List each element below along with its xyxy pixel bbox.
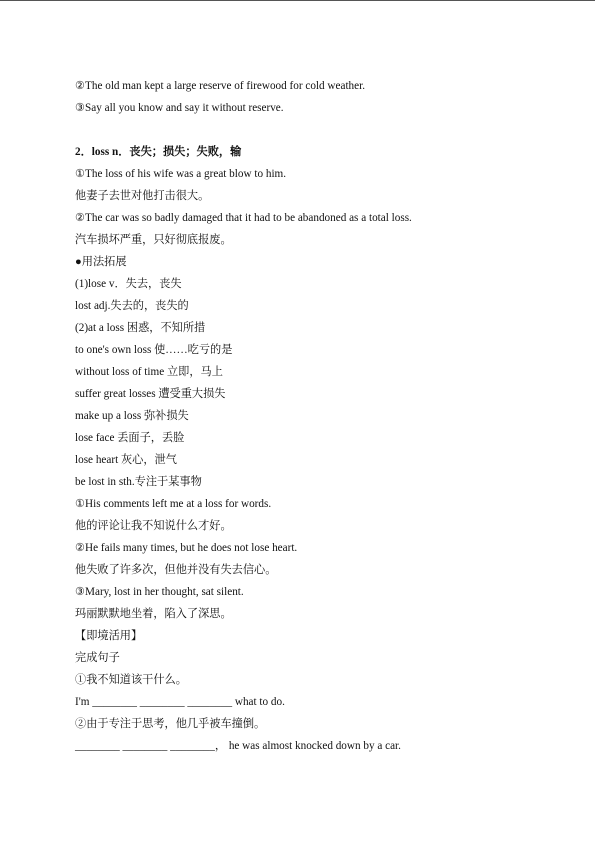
fill-in-blank-sentence: I'm ________ ________ ________ what to do. bbox=[75, 696, 285, 708]
usage-item: suffer great losses 遭受重大损失 bbox=[75, 388, 226, 400]
translation-line: 他的评论让我不知说什么才好。 bbox=[75, 520, 232, 532]
translation-line: 他失败了许多次，但他并没有失去信心。 bbox=[75, 564, 277, 576]
example-sentence: ②The old man kept a large reserve of firewood for cold weather. bbox=[75, 80, 366, 92]
usage-extension-heading: ●用法拓展 bbox=[75, 256, 127, 268]
exercise-prompt: ①我不知道该干什么。 bbox=[75, 674, 187, 686]
usage-item: without loss of time 立即，马上 bbox=[75, 366, 223, 378]
example-sentence: ①His comments left me at a loss for words. bbox=[75, 498, 272, 510]
exercise-instruction: 完成句子 bbox=[75, 652, 120, 664]
exercise-prompt: ②由于专注于思考，他几乎被车撞倒。 bbox=[75, 718, 266, 730]
example-sentence: ①The loss of his wife was a great blow to him. bbox=[75, 168, 287, 180]
usage-item: lose heart 灰心，泄气 bbox=[75, 454, 177, 466]
translation-line: 汽车损坏严重，只好彻底报废。 bbox=[75, 234, 232, 246]
practice-section-heading: 【即境活用】 bbox=[75, 630, 143, 642]
translation-line: 他妻子去世对他打击很大。 bbox=[75, 190, 210, 202]
usage-item: to one's own loss 使……吃亏的是 bbox=[75, 344, 233, 356]
usage-item: (1)lose v．失去，丧失 bbox=[75, 278, 182, 290]
example-sentence: ③Mary, lost in her thought, sat silent. bbox=[75, 586, 244, 598]
usage-item: lose face 丢面子，丢脸 bbox=[75, 432, 185, 444]
usage-item: lost adj.失去的，丧失的 bbox=[75, 300, 189, 312]
example-sentence: ②He fails many times, but he does not lose heart. bbox=[75, 542, 298, 554]
vocabulary-heading: 2．loss n．丧失；损失；失败，输 bbox=[75, 146, 242, 158]
fill-in-blank-sentence: ________ ________ ________， he was almost knocked down by a car. bbox=[75, 740, 401, 752]
example-sentence: ②The car was so badly damaged that it had to be abandoned as a total loss. bbox=[75, 212, 412, 224]
page-top-border bbox=[0, 0, 595, 1]
usage-item: (2)at a loss 困惑，不知所措 bbox=[75, 322, 206, 334]
usage-item: make up a loss 弥补损失 bbox=[75, 410, 189, 422]
usage-item: be lost in sth.专注于某事物 bbox=[75, 476, 202, 488]
translation-line: 玛丽默默地坐着，陷入了深思。 bbox=[75, 608, 232, 620]
example-sentence: ③Say all you know and say it without reserve. bbox=[75, 102, 284, 114]
